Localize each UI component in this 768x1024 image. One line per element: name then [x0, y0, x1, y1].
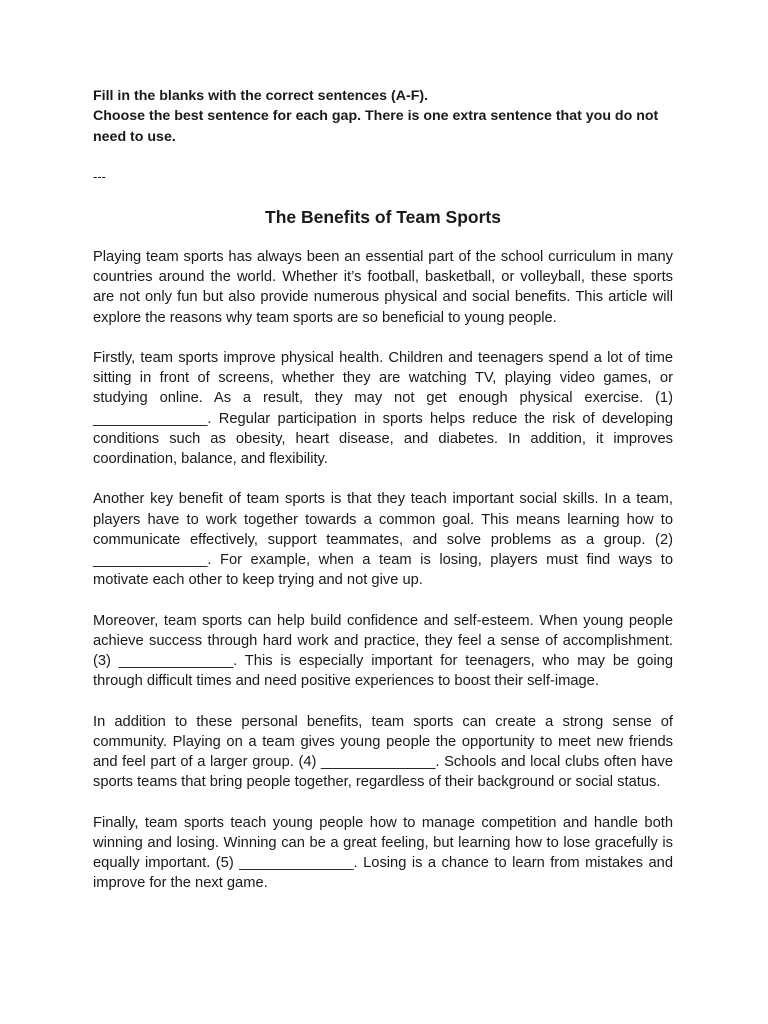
paragraph-physical-health: Firstly, team sports improve physical health. Children and teenagers spend a lot of time sitting in front of screens, whether they are watching TV, playing video games, or studying online. As a result, they may not get enough physical exercise. (1) ______________. Regular participation in sports helps reduce the risk of developing conditions such as obesity, heart disease, and diabetes. In addition, it improves coordination, balance, and flexibility.: [93, 349, 673, 467]
paragraph-social-skills: Another key benefit of team sports is that they teach important social skills. In a team, players have to work together towards a common goal. This means learning how to communicate effectively, support teammates, and solve problems as a group. (2) ______________. For example, when a team is losing, players must find ways to motivate each other to keep trying and not give up.: [93, 491, 673, 589]
paragraph-intro: Playing team sports has always been an essential part of the school curriculum in many countries around the world. Whether it’s football, basketball, or volleyball, these sports are not only fun but also provide numerous physical and social benefits. This article will explore the reasons why team sports are so beneficial to young people.: [93, 248, 673, 326]
instructions: [93, 86, 673, 147]
paragraph-confidence: Moreover, team sports can help build confidence and self-esteem. When young people achieve success through hard work and practice, they feel a sense of accomplishment. (3) ______________. This is especially important for teenagers, who may be going through difficult times and need positive experiences to boost their self-image.: [93, 612, 673, 690]
article-title: The Benefits of Team Sports: [265, 206, 501, 227]
instructions-line-1: Fill in the blanks with the correct sentences (A-F).: [93, 88, 429, 104]
instructions-line-2: Choose the best sentence for each gap. There is one extra sentence that you do not need to use.: [93, 108, 659, 145]
paragraph-competition: Finally, team sports teach young people how to manage competition and handle both winning and losing. Winning can be a great feeling, but learning how to lose gracefully is equally important. (5) ______________. Losing is a chance to learn from mistakes and improve for the next game.: [93, 814, 673, 892]
paragraph-community: In addition to these personal benefits, team sports can create a strong sense of community. Playing on a team gives young people the opportunity to meet new friends and feel part of a larger group. (4) ______________. Schools and local clubs often have sports teams that bring people together, regardless of their background or social status.: [93, 713, 673, 791]
separator: ---: [93, 168, 106, 184]
